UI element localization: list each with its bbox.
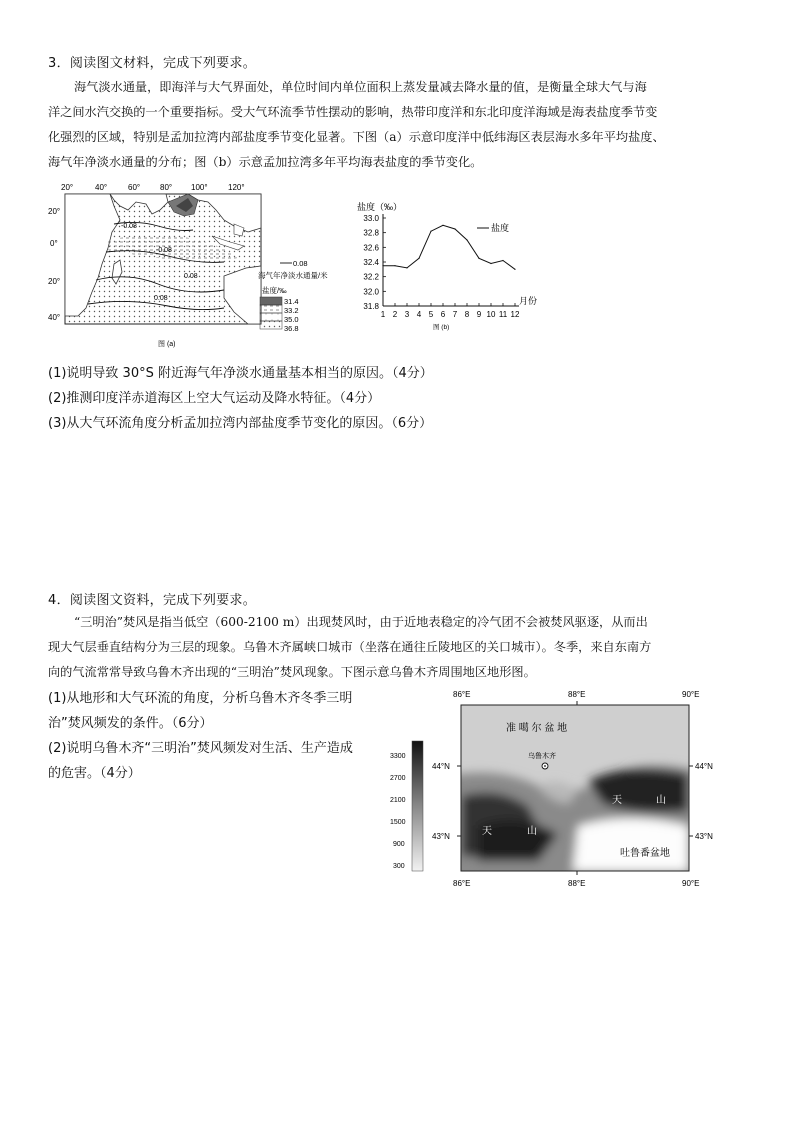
y-tick-label: 32.8 xyxy=(363,228,379,238)
contour-label: -0.08 xyxy=(121,223,137,230)
tianshan-label: 山 xyxy=(527,826,537,837)
map-lon-bottom: 86°E xyxy=(453,879,471,888)
map-a xyxy=(48,180,328,350)
contour-label: 0.08 xyxy=(154,295,168,302)
chart-b-ylabel: 盐度（‰） xyxy=(357,202,403,212)
lon-label: 40° xyxy=(95,183,108,192)
elev-value: 3300 xyxy=(390,753,406,760)
turpan-basin-label: 吐鲁番盆地 xyxy=(620,848,670,859)
q4-question-line: 的危害。（4分） xyxy=(48,766,141,781)
salinity-legend-title: 盐度/‰ xyxy=(262,286,287,295)
contour-label: -0.08 xyxy=(156,247,172,254)
map-lon-bottom: 88°E xyxy=(568,879,586,888)
q3-para-line: 海气淡水通量，即海洋与大气界面处，单位时间内单位面积上蒸发量减去降水量的值，是衡量全球大气与海 xyxy=(74,80,647,94)
chart-b-xlabel: 月份 xyxy=(519,296,538,306)
q3-question-1: (1)说明导致 30°S 附近海气年净淡水通量基本相当的原因。（4分） xyxy=(48,366,433,381)
map-lat-left: 43°N xyxy=(432,832,450,841)
x-tick-label: 8 xyxy=(464,310,470,319)
urumqi-terrain-map xyxy=(388,686,728,891)
lon-label: 60° xyxy=(128,183,141,192)
urumqi-label: 乌鲁木齐 xyxy=(528,753,556,760)
q3-heading: 3．阅读图文材料，完成下列要求。 xyxy=(48,56,257,71)
chart-b-legend: 盐度 xyxy=(491,223,510,233)
q4-question-line: (2)说明乌鲁木齐“三明治”焚风频发对生活、生产造成 xyxy=(48,741,353,756)
salinity-point xyxy=(430,231,431,232)
x-tick-label: 10 xyxy=(486,310,496,319)
lat-label: 40° xyxy=(48,313,61,322)
map-lon-top: 88°E xyxy=(568,690,586,699)
junggar-basin-label: 准 噶 尔 盆 地 xyxy=(506,723,568,734)
salinity-point xyxy=(418,258,419,259)
salinity-point xyxy=(406,267,407,268)
q4-para-line: 向的气流常常导致乌鲁木齐出现的“三明治”焚风现象。下图示意乌鲁木齐周围地区地形图。 xyxy=(48,665,536,679)
salinity-point xyxy=(454,228,455,229)
y-tick-label: 32.2 xyxy=(363,272,379,282)
q3-questions xyxy=(48,361,433,436)
y-tick-label: 32.6 xyxy=(363,243,379,253)
salinity-point xyxy=(514,269,515,270)
q3-para-line: 洋之间水汽交换的一个重要指标。受大气环流季节性摆动的影响，热带印度洋和东北印度洋海域是海表盐度季节变 xyxy=(48,105,658,119)
x-tick-label: 6 xyxy=(440,310,446,319)
q3-para-line: 化强烈的区域，特别是孟加拉湾内部盐度季节变化显著。下图（a）示意印度洋中低纬海区表层海水多年平均盐度、 xyxy=(48,130,665,144)
contour-label: 0.08 xyxy=(184,273,198,280)
legend-line-value: 0.08 xyxy=(293,259,308,268)
elevation-scale xyxy=(412,741,423,871)
lon-label: 100° xyxy=(191,183,208,192)
map-lon-top: 90°E xyxy=(682,690,700,699)
elev-value: 2700 xyxy=(390,775,406,782)
salinity-value: 31.4 xyxy=(284,297,299,306)
lon-label: 20° xyxy=(61,183,74,192)
x-tick-label: 12 xyxy=(510,310,520,319)
elev-value: 1500 xyxy=(390,819,406,826)
salinity-point xyxy=(490,263,491,264)
x-tick-label: 11 xyxy=(498,310,508,319)
x-tick-label: 2 xyxy=(392,310,398,319)
q3-paragraph xyxy=(48,75,758,175)
tianshan-label: 山 xyxy=(656,795,666,806)
tianshan-label: 天 xyxy=(482,826,492,837)
elev-value: 300 xyxy=(393,863,405,870)
q3-question-2: (2)推测印度洋赤道海区上空大气运动及降水特征。（4分） xyxy=(48,391,381,406)
map-lon-top: 86°E xyxy=(453,690,471,699)
x-tick-label: 5 xyxy=(428,310,434,319)
q4-question-line: (1)从地形和大气环流的角度，分析乌鲁木齐冬季三明 xyxy=(48,691,353,706)
lat-label: 0° xyxy=(50,239,58,248)
lon-label: 120° xyxy=(228,183,245,192)
q3-para-line: 海气年净淡水通量的分布；图（b）示意孟加拉湾多年平均海表盐度的季节变化。 xyxy=(48,155,483,169)
salinity-point xyxy=(442,225,443,226)
y-tick-label: 32.0 xyxy=(363,287,379,297)
y-tick-label: 33.0 xyxy=(363,214,379,223)
x-tick-label: 4 xyxy=(416,310,422,319)
x-tick-label: 9 xyxy=(476,310,482,319)
elev-value: 2100 xyxy=(390,797,406,804)
q4-question-line: 治”焚风频发的条件。（6分） xyxy=(48,716,213,731)
x-tick-label: 7 xyxy=(452,310,458,319)
q4-para-line: “三明治”焚风是指当低空（600-2100 m）出现焚风时，由于近地表稳定的冷气团不会被焚风驱逐，从而出 xyxy=(74,615,648,629)
q4-heading: 4．阅读图文资料，完成下列要求。 xyxy=(48,593,257,608)
salinity-point xyxy=(466,239,467,240)
salinity-value: 35.0 xyxy=(284,315,299,324)
q4-para-line: 现大气层垂直结构分为三层的现象。乌鲁木齐属峡口城市（坐落在通往丘陵地区的关口城市）。冬季，来自东南方 xyxy=(48,640,652,654)
lat-label: 20° xyxy=(48,207,61,216)
chart-b xyxy=(345,198,555,333)
lat-label: 20° xyxy=(48,277,61,286)
salinity-point xyxy=(394,265,395,266)
salinity-value: 36.8 xyxy=(284,324,299,333)
salinity-point xyxy=(478,258,479,259)
map-lat-left: 44°N xyxy=(432,762,450,771)
elev-value: 900 xyxy=(393,841,405,848)
x-tick-label: 3 xyxy=(404,310,410,319)
salinity-point xyxy=(382,265,383,266)
chart-b-caption: 图 (b) xyxy=(433,324,450,331)
y-tick-label: 32.4 xyxy=(363,258,379,267)
x-tick-label: 1 xyxy=(380,310,386,319)
q4-questions xyxy=(48,686,388,786)
map-lat-right: 43°N xyxy=(695,832,713,841)
y-tick-label: 31.8 xyxy=(363,302,379,311)
map-lat-right: 44°N xyxy=(695,762,713,771)
salinity-point xyxy=(502,260,503,261)
map-a-caption: 图 (a) xyxy=(158,341,176,348)
salinity-value: 33.2 xyxy=(284,306,299,315)
q3-question-3: (3)从大气环流角度分析孟加拉湾内部盐度季节变化的原因。（6分） xyxy=(48,416,433,431)
lon-label: 80° xyxy=(160,183,173,192)
legend-line-text: 海气年净淡水通量/米 xyxy=(258,271,328,280)
map-lon-bottom: 90°E xyxy=(682,879,700,888)
q4-paragraph xyxy=(48,610,758,685)
tianshan-label: 天 xyxy=(612,795,622,806)
